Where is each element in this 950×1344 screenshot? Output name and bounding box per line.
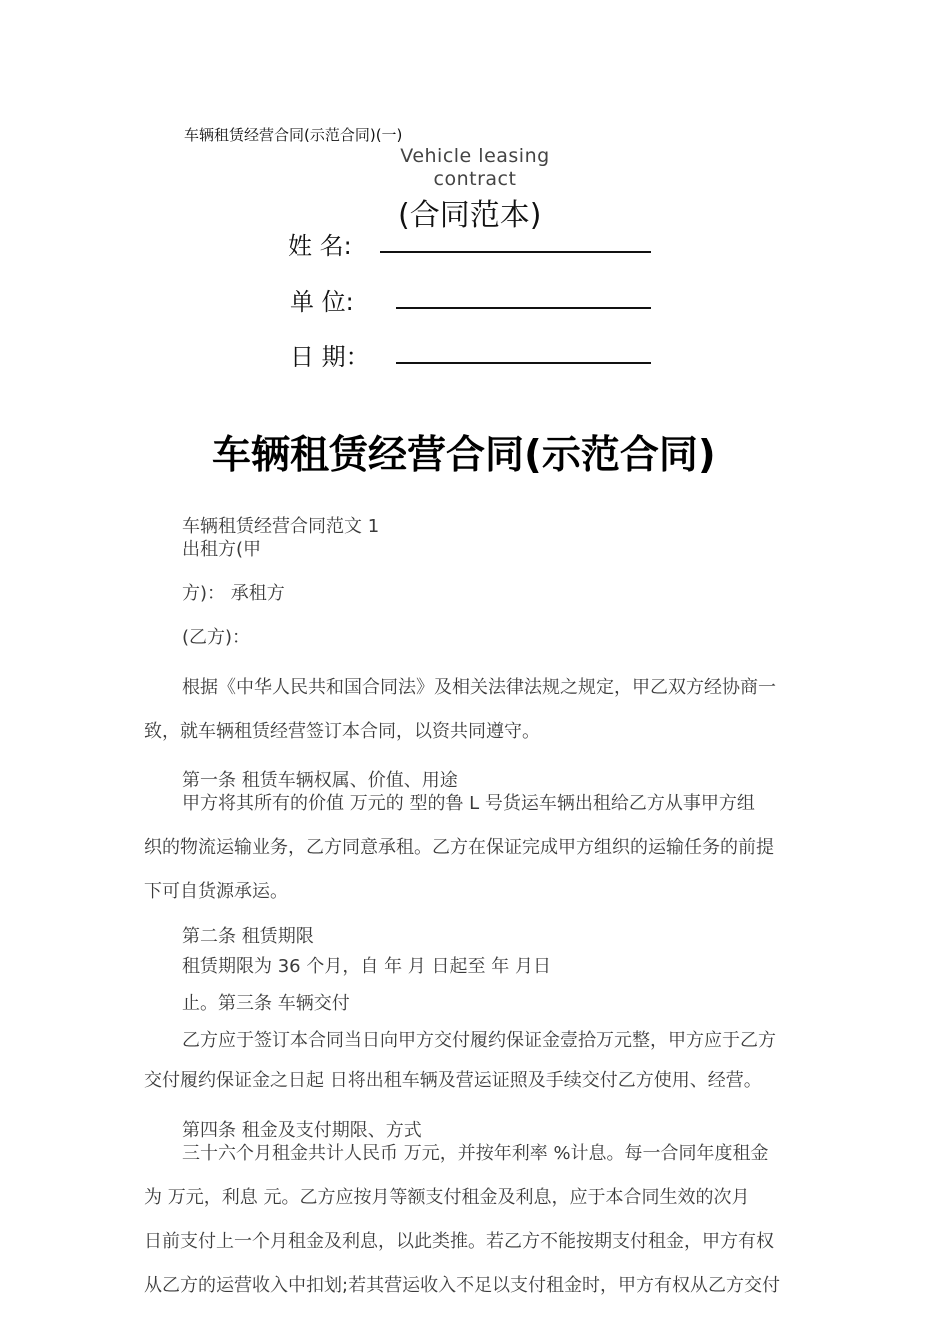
cover-template-label: (合同范本) (398, 198, 542, 233)
name-field-label: 姓 名: (288, 232, 352, 260)
date-field-line (396, 362, 651, 364)
text-line: 第一条 租赁车辆权属、价值、用途 (182, 770, 458, 791)
main-title: 车辆租赁经营合同(示范合同) (212, 433, 716, 478)
text-line: 三十六个月租金共计人民币 万元，并按年利率 %计息。每一合同年度租金 (182, 1143, 769, 1164)
text-line: 第二条 租赁期限 (182, 926, 314, 947)
text-line: 止。第三条 车辆交付 (182, 993, 350, 1014)
text-line: 车辆租赁经营合同范文 1 (182, 516, 380, 537)
text-line: 交付履约保证金之日起 日将出租车辆及营运证照及手续交付乙方使用、经营。 (144, 1070, 762, 1091)
cover-small-title: 车辆租赁经营合同(示范合同)(一) (184, 126, 403, 144)
text-line: 甲方将其所有的价值 万元的 型的鲁 L 号货运车辆出租给乙方从事甲方组 (182, 793, 755, 814)
unit-field-line (396, 307, 651, 309)
text-line: 下可自货源承运。 (144, 881, 288, 902)
text-line: 乙方应于签订本合同当日向甲方交付履约保证金壹拾万元整，甲方应于乙方 (182, 1030, 776, 1051)
text-line: 织的物流运输业务，乙方同意承租。乙方在保证完成甲方组织的运输任务的前提 (144, 837, 774, 858)
text-line: 租赁期限为 36 个月，自 年 月 日起至 年 月日 (182, 956, 551, 977)
text-line: 从乙方的运营收入中扣划;若其营运收入不足以支付租金时，甲方有权从乙方交付 (144, 1275, 781, 1296)
text-line: (乙方)： (182, 627, 251, 648)
text-line: 致，就车辆租赁经营签订本合同，以资共同遵守。 (144, 721, 540, 742)
text-line: 第四条 租金及支付期限、方式 (182, 1120, 422, 1141)
unit-field-label: 单 位: (290, 288, 354, 316)
date-field-label: 日 期： (290, 343, 370, 371)
text-line: 根据《中华人民共和国合同法》及相关法律法规之规定，甲乙双方经协商一 (182, 677, 776, 698)
text-line: 方)： 承租方 (182, 583, 285, 604)
text-line: 为 万元，利息 元。乙方应按月等额支付租金及利息，应于本合同生效的次月 (144, 1187, 750, 1208)
name-field-line (380, 251, 651, 253)
text-line: 出租方(甲 (182, 539, 262, 560)
text-line: 日前支付上一个月租金及利息，以此类推。若乙方不能按期支付租金，甲方有权 (144, 1231, 774, 1252)
cover-english-title: Vehicle leasing contract (400, 145, 550, 190)
